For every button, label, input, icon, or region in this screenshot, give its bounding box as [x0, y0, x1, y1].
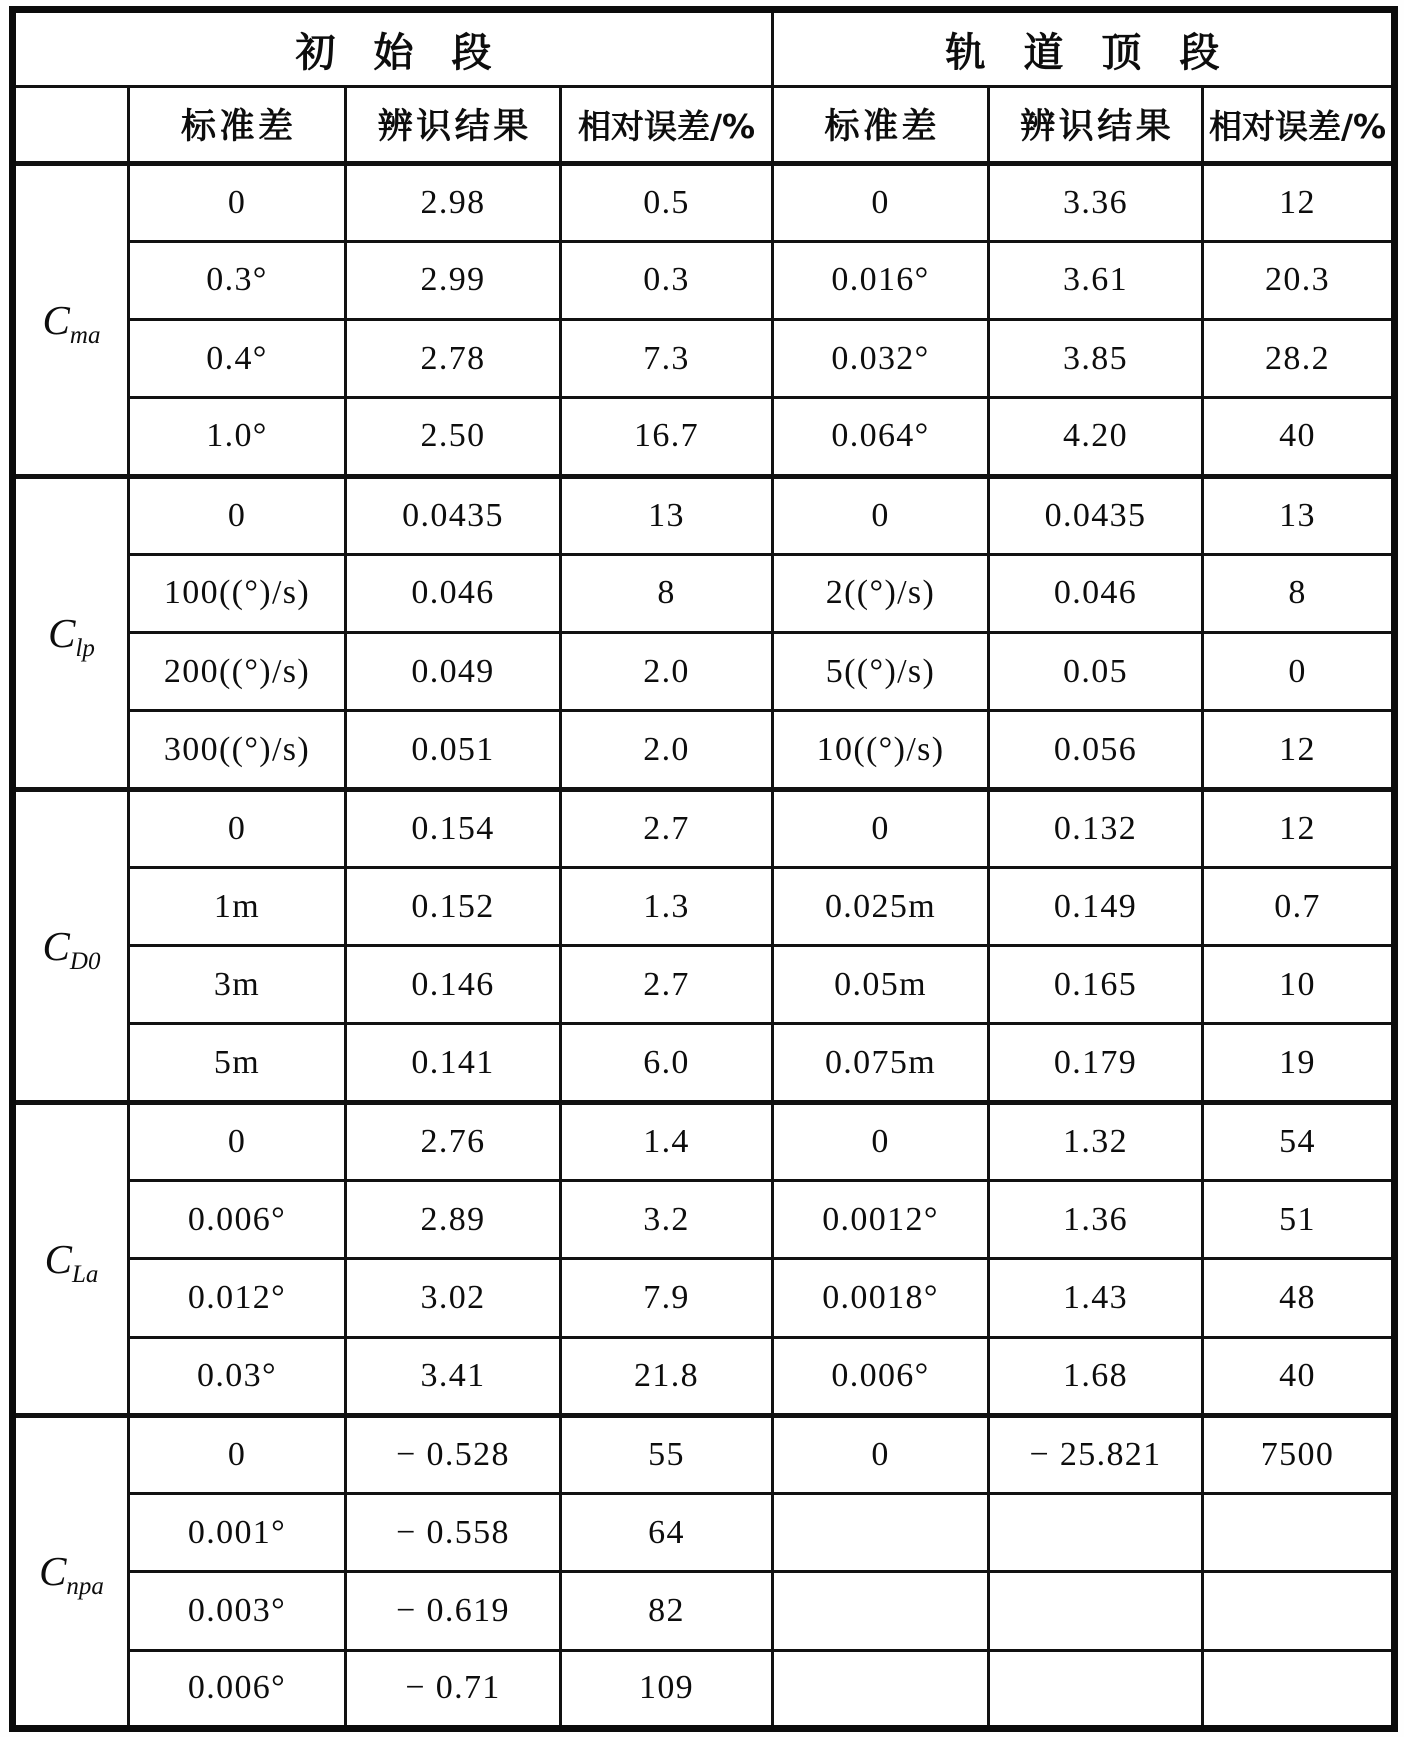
- data-cell: 0.152: [346, 867, 561, 945]
- data-cell: 64: [561, 1494, 773, 1572]
- data-cell: 0.149: [989, 867, 1203, 945]
- data-cell: 0.003°: [129, 1572, 346, 1650]
- data-cell: 0.006°: [129, 1180, 346, 1258]
- data-cell: 0.5: [561, 163, 773, 241]
- table-row: [13, 163, 1395, 241]
- data-cell: 0: [773, 1102, 989, 1180]
- data-cell: − 0.558: [346, 1494, 561, 1572]
- data-cell: 0.051: [346, 711, 561, 789]
- col-header-result-left: 辨识结果: [346, 87, 561, 163]
- col-header-result-right: 辨识结果: [989, 87, 1203, 163]
- data-cell: 1m: [129, 867, 346, 945]
- data-cell: 2((°)/s): [773, 554, 989, 632]
- table-row: [13, 320, 1395, 398]
- col-header-error-right: 相对误差/%: [1203, 87, 1395, 163]
- data-cell: 0: [129, 1102, 346, 1180]
- data-cell: 82: [561, 1572, 773, 1650]
- data-cell: 7500: [1203, 1415, 1395, 1493]
- param-subscript: La: [71, 1260, 99, 1288]
- data-cell: 3.41: [346, 1337, 561, 1415]
- data-cell: 1.36: [989, 1180, 1203, 1258]
- data-cell: − 25.821: [989, 1415, 1203, 1493]
- data-cell: − 0.619: [346, 1572, 561, 1650]
- data-cell: 0: [773, 476, 989, 554]
- data-cell: 0.179: [989, 1024, 1203, 1102]
- empty-cell: [773, 1572, 989, 1650]
- data-cell: 1.0°: [129, 398, 346, 476]
- table-row: [13, 1259, 1395, 1337]
- data-cell: 0: [1203, 633, 1395, 711]
- data-cell: 51: [1203, 1180, 1395, 1258]
- data-cell: 1.68: [989, 1337, 1203, 1415]
- data-cell: 0.05m: [773, 946, 989, 1024]
- data-cell: 0.006°: [129, 1650, 346, 1728]
- data-cell: 0.046: [989, 554, 1203, 632]
- data-cell: 300((°)/s): [129, 711, 346, 789]
- data-cell: 0.132: [989, 789, 1203, 867]
- data-cell: 48: [1203, 1259, 1395, 1337]
- data-cell: 5((°)/s): [773, 633, 989, 711]
- param-base: C: [44, 1235, 72, 1282]
- data-cell: 13: [1203, 476, 1395, 554]
- data-cell: 0.012°: [129, 1259, 346, 1337]
- data-cell: 2.0: [561, 711, 773, 789]
- empty-cell: [1203, 1650, 1395, 1728]
- param-subscript: D0: [69, 947, 101, 975]
- param-base: C: [42, 296, 70, 343]
- data-cell: 3.85: [989, 320, 1203, 398]
- data-cell: 0: [773, 163, 989, 241]
- data-cell: 0: [129, 476, 346, 554]
- table-row: [13, 1024, 1395, 1102]
- empty-cell: [773, 1494, 989, 1572]
- table-row: [13, 711, 1395, 789]
- data-cell: 3.2: [561, 1180, 773, 1258]
- data-cell: 100((°)/s): [129, 554, 346, 632]
- data-cell: 5m: [129, 1024, 346, 1102]
- data-cell: 7.9: [561, 1259, 773, 1337]
- data-cell: 3.36: [989, 163, 1203, 241]
- data-cell: 0.3°: [129, 241, 346, 319]
- data-cell: 1.3: [561, 867, 773, 945]
- data-cell: 0.05: [989, 633, 1203, 711]
- data-cell: 0.0435: [989, 476, 1203, 554]
- data-cell: 54: [1203, 1102, 1395, 1180]
- table-row: [13, 1180, 1395, 1258]
- data-cell: 109: [561, 1650, 773, 1728]
- data-cell: 21.8: [561, 1337, 773, 1415]
- data-cell: 2.7: [561, 789, 773, 867]
- param-subscript: lp: [75, 634, 95, 662]
- data-cell: 0.056: [989, 711, 1203, 789]
- param-label-clp: [13, 476, 129, 789]
- table-row: [13, 946, 1395, 1024]
- param-label-cma: [13, 163, 129, 476]
- table-row: [13, 476, 1395, 554]
- table-row: [13, 633, 1395, 711]
- data-cell: 0.0018°: [773, 1259, 989, 1337]
- data-cell: 2.89: [346, 1180, 561, 1258]
- data-cell: 0.016°: [773, 241, 989, 319]
- col-header-std-right: 标准差: [773, 87, 989, 163]
- data-cell: 0.001°: [129, 1494, 346, 1572]
- data-cell: 12: [1203, 789, 1395, 867]
- table-row: [13, 1102, 1395, 1180]
- data-cell: 0.03°: [129, 1337, 346, 1415]
- data-cell: 2.7: [561, 946, 773, 1024]
- data-cell: 0.7: [1203, 867, 1395, 945]
- data-cell: 0.075m: [773, 1024, 989, 1102]
- data-cell: 0: [129, 789, 346, 867]
- data-cell: 0.154: [346, 789, 561, 867]
- data-cell: 6.0: [561, 1024, 773, 1102]
- table-row: [13, 789, 1395, 867]
- data-cell: 4.20: [989, 398, 1203, 476]
- empty-cell: [989, 1650, 1203, 1728]
- data-cell: 0.046: [346, 554, 561, 632]
- data-cell: 0: [773, 789, 989, 867]
- param-subscript: ma: [69, 321, 101, 349]
- data-cell: 1.4: [561, 1102, 773, 1180]
- data-cell: 1.43: [989, 1259, 1203, 1337]
- data-cell: 0.006°: [773, 1337, 989, 1415]
- section-title-apogee: 轨道顶段: [773, 10, 1395, 87]
- column-header-row: [13, 87, 1395, 163]
- data-cell: − 0.528: [346, 1415, 561, 1493]
- data-cell: 2.78: [346, 320, 561, 398]
- data-cell: 40: [1203, 398, 1395, 476]
- data-cell: 0.025m: [773, 867, 989, 945]
- data-cell: 0.4°: [129, 320, 346, 398]
- data-cell: 0.146: [346, 946, 561, 1024]
- data-cell: 0.165: [989, 946, 1203, 1024]
- results-table: [9, 6, 1398, 1732]
- data-cell: 12: [1203, 711, 1395, 789]
- data-cell: 0.0012°: [773, 1180, 989, 1258]
- data-cell: 2.50: [346, 398, 561, 476]
- data-cell: 40: [1203, 1337, 1395, 1415]
- data-cell: 0.141: [346, 1024, 561, 1102]
- data-cell: 28.2: [1203, 320, 1395, 398]
- data-cell: 19: [1203, 1024, 1395, 1102]
- col-header-std-left: 标准差: [129, 87, 346, 163]
- table-row: [13, 1337, 1395, 1415]
- data-cell: 0: [129, 163, 346, 241]
- data-cell: 0: [129, 1415, 346, 1493]
- data-cell: 12: [1203, 163, 1395, 241]
- data-cell: 0.0435: [346, 476, 561, 554]
- data-cell: 7.3: [561, 320, 773, 398]
- data-cell: 200((°)/s): [129, 633, 346, 711]
- data-cell: 8: [561, 554, 773, 632]
- data-cell: 10: [1203, 946, 1395, 1024]
- table-row: [13, 867, 1395, 945]
- table-row: [13, 1650, 1395, 1728]
- corner-blank-cell: [13, 87, 129, 163]
- data-cell: 55: [561, 1415, 773, 1493]
- data-cell: 2.99: [346, 241, 561, 319]
- data-cell: 0.032°: [773, 320, 989, 398]
- data-cell: 20.3: [1203, 241, 1395, 319]
- section-header-row: [13, 10, 1395, 87]
- param-label-cd0: [13, 789, 129, 1102]
- table-row: [13, 398, 1395, 476]
- col-header-error-left: 相对误差/%: [561, 87, 773, 163]
- section-title-initial: 初始段: [13, 10, 773, 87]
- data-cell: 1.32: [989, 1102, 1203, 1180]
- empty-cell: [1203, 1494, 1395, 1572]
- param-label-cla: [13, 1102, 129, 1415]
- table-row: [13, 1415, 1395, 1493]
- data-cell: 0.064°: [773, 398, 989, 476]
- data-cell: 3m: [129, 946, 346, 1024]
- param-subscript: npa: [66, 1573, 104, 1601]
- table-row: [13, 241, 1395, 319]
- param-label-cnpa: [13, 1415, 129, 1728]
- data-cell: 2.76: [346, 1102, 561, 1180]
- empty-cell: [989, 1494, 1203, 1572]
- param-base: C: [39, 1548, 67, 1595]
- data-cell: 3.02: [346, 1259, 561, 1337]
- param-base: C: [42, 922, 70, 969]
- data-cell: 13: [561, 476, 773, 554]
- data-cell: 0: [773, 1415, 989, 1493]
- empty-cell: [773, 1650, 989, 1728]
- data-cell: − 0.71: [346, 1650, 561, 1728]
- data-cell: 16.7: [561, 398, 773, 476]
- data-cell: 0.049: [346, 633, 561, 711]
- table-row: [13, 1494, 1395, 1572]
- data-cell: 8: [1203, 554, 1395, 632]
- table-row: [13, 1572, 1395, 1650]
- data-cell: 2.0: [561, 633, 773, 711]
- data-cell: 2.98: [346, 163, 561, 241]
- data-cell: 10((°)/s): [773, 711, 989, 789]
- table-row: [13, 554, 1395, 632]
- data-cell: 3.61: [989, 241, 1203, 319]
- data-cell: 0.3: [561, 241, 773, 319]
- empty-cell: [1203, 1572, 1395, 1650]
- param-base: C: [48, 609, 76, 656]
- empty-cell: [989, 1572, 1203, 1650]
